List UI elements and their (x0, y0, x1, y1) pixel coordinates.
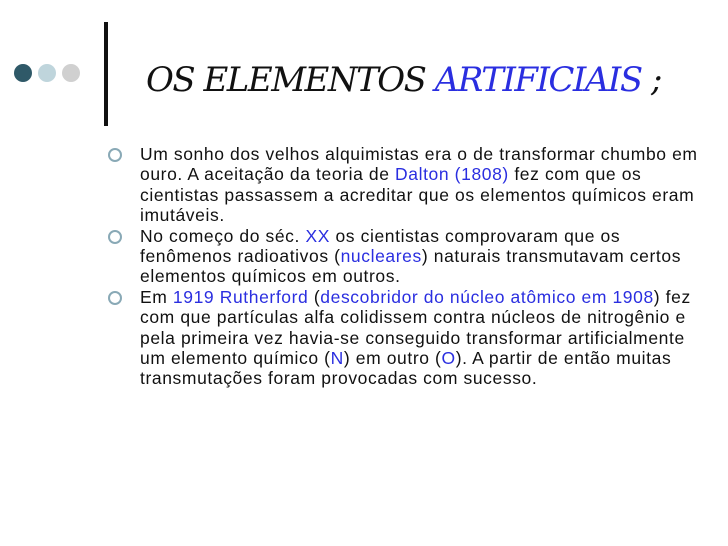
bullet-item: Um sonho dos velhos alquimistas era o de transformar chumbo em ouro. A aceitação da teoria de Dalton (1808) fez com que os cientistas passassem a acreditar que os elementos químicos eram imutáveis. (108, 144, 698, 226)
dot-grey (62, 64, 80, 82)
bullet-ring-icon (108, 148, 122, 162)
bullet-item: No começo do séc. XX os cientistas comprovaram que os fenômenos radioativos (nucleares) naturais transmutavam certos elementos químicos em outros. (108, 226, 698, 287)
highlight: descobridor do núcleo atômico em 1908 (320, 286, 654, 307)
bullet-list (108, 144, 698, 389)
bullet-ring-icon (108, 291, 122, 305)
highlight: O (441, 348, 456, 369)
title-divider (104, 22, 108, 126)
highlight: Dalton (1808) (395, 164, 509, 185)
decorative-dots (14, 64, 80, 82)
highlight: nucleares (340, 246, 422, 267)
title-accent: ARTIFICIAIS (434, 60, 642, 100)
dot-light (38, 64, 56, 82)
dot-dark (14, 64, 32, 82)
title-suffix: ; (641, 60, 661, 100)
bullet-ring-icon (108, 230, 122, 244)
highlight: XX (305, 225, 331, 246)
slide-title (146, 58, 661, 102)
highlight: 1919 Rutherford (172, 286, 309, 307)
bullet-item: Em 1919 Rutherford (descobridor do núcleo atômico em 1908) fez com que partículas alfa colidissem contra núcleos de nitrogênio e pela primeira vez havia-se conseguido transformar artificialmente um elemento químico (N) em outro (O). A partir de então muitas transmutações foram provocadas com sucesso. (108, 287, 698, 389)
title-main: OS ELEMENTOS (146, 60, 435, 100)
highlight: N (330, 348, 344, 369)
